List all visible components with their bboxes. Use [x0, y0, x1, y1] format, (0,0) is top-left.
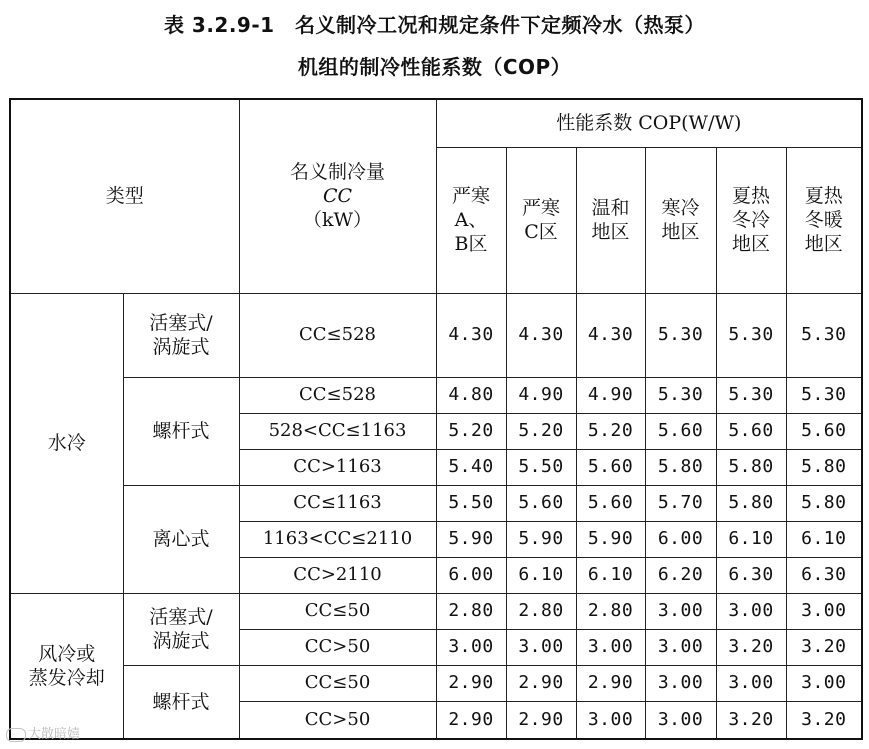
value-cell: 5.30 — [716, 377, 786, 413]
value-cell: 5.60 — [576, 485, 645, 521]
value-cell: 6.00 — [436, 557, 506, 593]
value-cell: 5.70 — [645, 485, 716, 521]
condition-cell: 1163<CC≤2110 — [239, 521, 436, 557]
table-row — [10, 485, 862, 521]
subtype-screw-air: 螺杆式 — [123, 665, 239, 739]
value-cell: 5.50 — [506, 449, 576, 485]
value-cell: 2.90 — [506, 701, 576, 739]
value-cell: 3.00 — [716, 665, 786, 701]
value-cell: 3.00 — [645, 701, 716, 739]
value-cell: 6.30 — [786, 557, 862, 593]
subtype-piston-scroll-air: 活塞式/ 涡旋式 — [123, 593, 239, 665]
header-capacity-line2: CC — [322, 185, 353, 208]
value-cell: 5.30 — [645, 377, 716, 413]
value-cell: 4.90 — [576, 377, 645, 413]
value-cell: 5.80 — [716, 449, 786, 485]
value-cell: 5.30 — [786, 293, 862, 377]
value-cell: 5.90 — [576, 521, 645, 557]
value-cell: 3.20 — [786, 701, 862, 739]
condition-cell: CC>1163 — [239, 449, 436, 485]
subtype-piston-scroll: 活塞式/ 涡旋式 — [123, 293, 239, 377]
condition-cell: 528<CC≤1163 — [239, 413, 436, 449]
header-region-1: 严寒 A、 B区 — [436, 147, 506, 293]
header-region-4: 寒冷 地区 — [645, 147, 716, 293]
table-title-line-1: 表 3.2.9-1 名义制冷工况和规定条件下定频冷水（热泵） — [163, 13, 706, 37]
value-cell: 5.30 — [645, 293, 716, 377]
value-cell: 3.00 — [645, 665, 716, 701]
header-region-2: 严寒 C区 — [506, 147, 576, 293]
value-cell: 3.20 — [716, 629, 786, 665]
value-cell: 6.10 — [716, 521, 786, 557]
value-cell: 6.10 — [786, 521, 862, 557]
value-cell: 5.90 — [436, 521, 506, 557]
header-cop-group: 性能系数 COP(W/W) — [436, 99, 862, 147]
value-cell: 5.80 — [786, 485, 862, 521]
condition-cell: CC≤50 — [239, 593, 436, 629]
value-cell: 5.60 — [645, 413, 716, 449]
value-cell: 5.60 — [576, 449, 645, 485]
value-cell: 5.30 — [786, 377, 862, 413]
header-region-5: 夏热 冬冷 地区 — [716, 147, 786, 293]
value-cell: 2.90 — [436, 665, 506, 701]
table-row — [10, 293, 862, 377]
watermark — [6, 723, 80, 742]
value-cell: 3.00 — [576, 629, 645, 665]
value-cell: 3.00 — [576, 701, 645, 739]
condition-cell: CC≤1163 — [239, 485, 436, 521]
value-cell: 3.00 — [436, 629, 506, 665]
chat-bubble-icon — [6, 728, 26, 742]
value-cell: 6.30 — [716, 557, 786, 593]
value-cell: 4.30 — [436, 293, 506, 377]
value-cell: 4.30 — [506, 293, 576, 377]
value-cell: 5.20 — [576, 413, 645, 449]
value-cell: 5.60 — [506, 485, 576, 521]
cop-table — [9, 98, 863, 740]
table-row — [10, 593, 862, 629]
group-water-cooled: 水冷 — [10, 293, 123, 593]
value-cell: 3.00 — [786, 593, 862, 629]
value-cell: 2.90 — [576, 665, 645, 701]
value-cell: 5.80 — [716, 485, 786, 521]
value-cell: 2.90 — [436, 701, 506, 739]
header-capacity-line1: 名义制冷量 — [290, 161, 386, 184]
condition-cell: CC≤528 — [239, 293, 436, 377]
value-cell: 5.90 — [506, 521, 576, 557]
subtype-centrifugal: 离心式 — [123, 485, 239, 593]
header-capacity-line3: （kW） — [302, 209, 373, 232]
value-cell: 3.00 — [786, 665, 862, 701]
value-cell: 5.20 — [436, 413, 506, 449]
value-cell: 6.20 — [645, 557, 716, 593]
value-cell: 6.10 — [576, 557, 645, 593]
header-type: 类型 — [10, 99, 239, 293]
value-cell: 3.00 — [645, 629, 716, 665]
condition-cell: CC≤50 — [239, 665, 436, 701]
value-cell: 4.90 — [506, 377, 576, 413]
value-cell: 5.20 — [506, 413, 576, 449]
value-cell: 4.30 — [576, 293, 645, 377]
value-cell: 5.40 — [436, 449, 506, 485]
header-capacity — [239, 99, 436, 293]
value-cell: 5.60 — [716, 413, 786, 449]
value-cell: 2.80 — [436, 593, 506, 629]
value-cell: 6.00 — [645, 521, 716, 557]
value-cell: 6.10 — [506, 557, 576, 593]
value-cell: 5.50 — [436, 485, 506, 521]
header-region-3: 温和 地区 — [576, 147, 645, 293]
condition-cell: CC≤528 — [239, 377, 436, 413]
table-title-line-2: 机组的制冷性能系数（COP） — [297, 55, 572, 79]
value-cell: 3.00 — [645, 593, 716, 629]
condition-cell: CC>2110 — [239, 557, 436, 593]
value-cell: 5.80 — [786, 449, 862, 485]
value-cell: 5.80 — [645, 449, 716, 485]
condition-cell: CC>50 — [239, 701, 436, 739]
value-cell: 4.80 — [436, 377, 506, 413]
condition-cell: CC>50 — [239, 629, 436, 665]
subtype-screw: 螺杆式 — [123, 377, 239, 485]
table-row — [10, 377, 862, 413]
value-cell: 2.80 — [576, 593, 645, 629]
table-row — [10, 665, 862, 701]
value-cell: 3.00 — [506, 629, 576, 665]
value-cell: 3.00 — [716, 593, 786, 629]
group-air-evaporative: 风冷或 蒸发冷却 — [10, 593, 123, 739]
value-cell: 2.90 — [506, 665, 576, 701]
watermark-text: 大散暗嬉 — [28, 727, 81, 742]
header-region-6: 夏热 冬暖 地区 — [786, 147, 862, 293]
value-cell: 5.60 — [786, 413, 862, 449]
value-cell: 3.20 — [716, 701, 786, 739]
value-cell: 3.20 — [786, 629, 862, 665]
value-cell: 2.80 — [506, 593, 576, 629]
value-cell: 5.30 — [716, 293, 786, 377]
